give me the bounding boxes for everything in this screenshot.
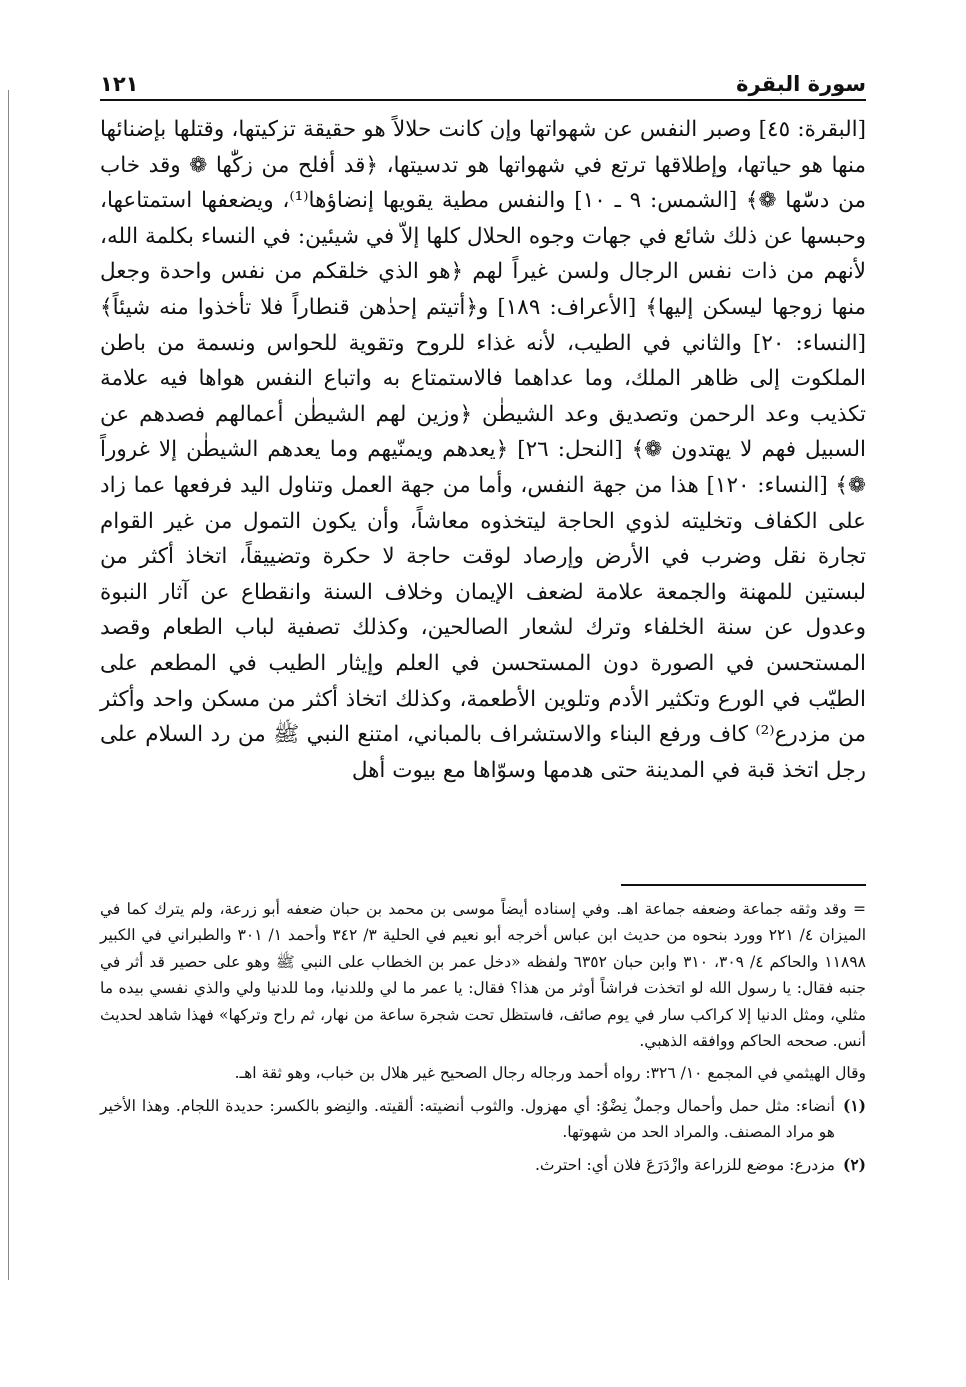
- footnote-continuation: = وقد وثقه جماعة وضعفه جماعة اهـ. وفي إسناده أيضاً موسى بن محمد بن حبان ضعفه أبو زرعة، ولم يترك كما في الميزان ٤/ ٢٢١ وورد بنحوه من حديث ابن عباس أخرجه أبو نعيم في الحلية ٣/ ٣٤٢ وأحمد ١/ ٣٠١ والطبراني في الكبير ١١٨٩٨ والحاكم ٤/ ٣٠٩، ٣١٠ وابن حبان ٦٣٥٢ ولفظه «دخل عمر بن الخطاب على النبي ﷺ وهو على حصير قد أثر في جنبه فقال: يا رسول الله لو اتخذت فراشاً أوثر من هذا؟ فقال: يا عمر ما لي وللدنيا، وما للدنيا ولي والذي نفسي بيده ما مثلي، ومثل الدنيا إلا كراكب سار في يوم صائف، فاستظل تحت شجرة ساعة من نهار، ثم راح وتركها» فهذا شاهد لحديث أنس. صححه الحاكم ووافقه الذهبي.: [100, 900, 867, 1051]
- surah-title: سورة البقرة: [736, 72, 866, 96]
- footnote-number: (٢): [842, 1154, 866, 1174]
- footnote-text: أنضاء: مثل حمل وأحمال وجملٌ نِضْوٌ: أي مهزول. والثوب أنضيته: ألقيته. والنِضو بالكسر: حديدة اللجام. وهذا الأخير هو مراد المصنف. والمراد الحد من شهوتها.: [100, 1096, 835, 1142]
- header-divider: [100, 99, 866, 101]
- page-header: [100, 62, 866, 96]
- footnotes: [100, 896, 866, 1178]
- footnote-number: (١): [842, 1095, 866, 1115]
- footnote-item: [100, 1152, 866, 1178]
- footnote-item: [100, 1093, 866, 1146]
- main-text: [100, 112, 866, 788]
- main-paragraph: [البقرة: ٤٥] وصبر النفس عن شهواتها وإن كانت حلالاً هو حقيقة تزكيتها، وقتلها بإضنائها منها هو حياتها، وإطلاقها ترتع في شهواتها هو تدسيتها، ﴿قد أفلح من زكّٰها ❁ وقد خاب من دسّٰها ❁﴾ [الشمس: ٩ ـ ١٠] والنفس مطية يقويها إنضاؤها⁽¹⁾، ويضعفها استمتاعها، وحبسها عن ذلك شائع في جهات وجوه الحلال كلها إلاّ في شيئين: في النساء بكلمة الله، لأنهم من ذات نفس الرجال ولسن غيراً لهم ﴿هو الذي خلقكم من نفس واحدة وجعل منها زوجها ليسكن إليها﴾ [الأعراف: ١٨٩] و﴿أتيتم إحدٰهن قنطاراً فلا تأخذوا منه شيئاً﴾ [النساء: ٢٠] والثاني في الطيب، لأنه غذاء للروح وتقوية للحواس ونسمة من باطن الملكوت إلى ظاهر الملك، وما عداهما فالاستمتاع به واتباع النفس هواها فيه علامة تكذيب وعد الرحمن وتصديق وعد الشيطٰن ﴿وزين لهم الشيطٰن أعمالهم فصدهم عن السبيل فهم لا يهتدون ❁﴾ [النحل: ٢٦] ﴿يعدهم ويمنّيهم وما يعدهم الشيطٰن إلا غروراً ❁﴾ [النساء: ١٢٠] هذا من جهة النفس، وأما من جهة العمل وتناول اليد فرفعها عما زاد على الكفاف وتخليته لذوي الحاجة ليتخذوه معاشاً، وأن يكون التمول من غير القوام تجارة نقل وضرب في الأرض وإرصاد لوقت حاجة لا حكرة وتضييقاً، اتخاذ أكثر من لبستين للمهنة والجمعة علامة لضعف الإيمان وخلاف السنة وانقطاع عن آثار النبوة وعدول عن سنة الخلفاء وترك لشعار الصالحين، وكذلك تصفية لباب الطعام وقصد المستحسن في الصورة دون المستحسن في العلم وإيثار الطيب في المطعم على الطيّب في الورع وتكثير الأدم وتلوين الأطعمة، وكذلك اتخاذ أكثر من مسكن واحد وأكثر من مزدرع⁽²⁾ كاف ورفع البناء والاستشراف بالمباني، امتنع النبي ﷺ من رد السلام على رجل اتخذ قبة في المدينة حتى هدمها وسوّاها مع بيوت أهل: [100, 117, 867, 783]
- footnote-divider: [621, 884, 866, 886]
- footnote-haythami: وقال الهيثمي في المجمع ١٠/ ٣٢٦: رواه أحمد ورجاله رجال الصحيح غير هلال بن خباب، وهو ثقة اهـ.: [234, 1064, 866, 1083]
- scan-margin-line: [8, 90, 9, 1280]
- page-number: ١٢١: [100, 72, 139, 96]
- footnote-text: مزدرع: موضع للزراعة وازْدَرَعَ فلان أي: احترث.: [534, 1155, 835, 1174]
